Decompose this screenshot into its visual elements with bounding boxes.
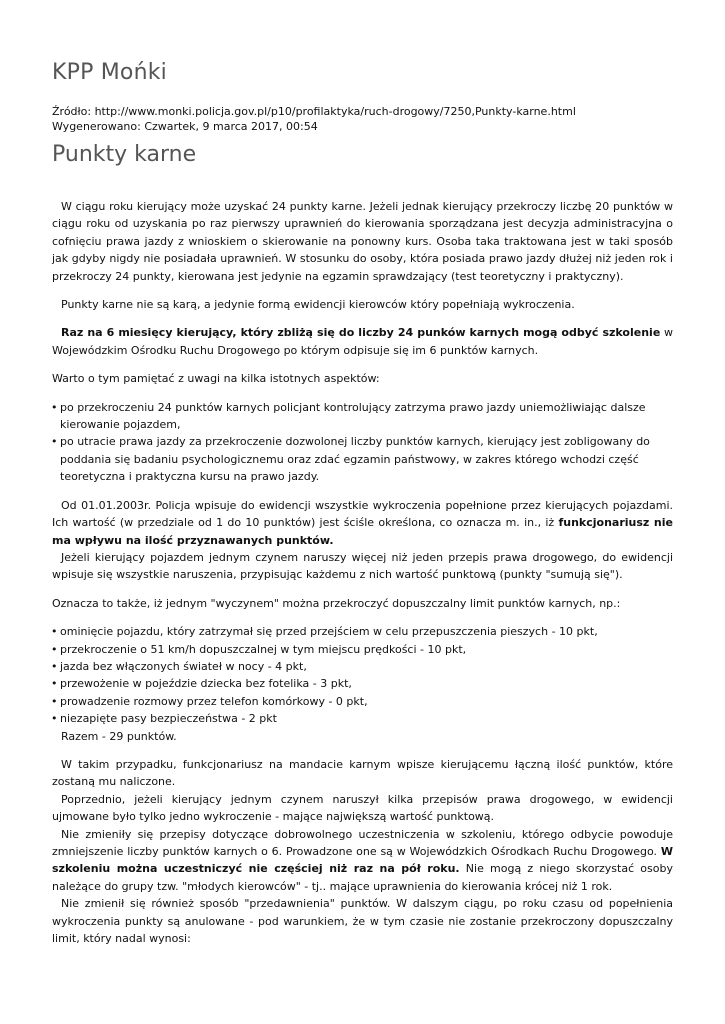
list-item: • niezapięte pasy bezpieczeństwa - 2 pkt <box>52 710 673 727</box>
list-item: • po przekroczeniu 24 punktów karnych policjant kontrolujący zatrzyma prawo jazdy uniemożliwiając dalsze kierowanie pojazdem, <box>52 399 673 434</box>
paragraph-5 <box>52 497 673 549</box>
paragraph-10 <box>52 826 673 896</box>
paragraph-3 <box>52 324 673 359</box>
list-item: • jazda bez włączonych świateł w nocy - 4 pkt, <box>52 658 673 675</box>
generated-line: Wygenerowano: Czwartek, 9 marca 2017, 00:54 <box>52 120 318 133</box>
violations-list <box>52 623 673 745</box>
paragraph-5-text: Od 01.01.2003r. Policja wpisuje do ewidencji wszystkie wykroczenia popełnione przez kierujących pojazdami. Ich wartość (w przedziale od 1 do 10 punktów) jest ściśle określona, co oznacza m. in., iż <box>52 498 673 530</box>
paragraph-6: Jeżeli kierujący pojazdem jednym czynem naruszy więcej niż jeden przepis prawa drogowego, do ewidencji wpisuje się wszystkie naruszenia, przypisując każdemu z nich wartość punktową (punkty "sumują się"). <box>52 550 673 582</box>
paragraph-4: Warto o tym pamiętać z uwagi na kilka istotnych aspektów: <box>52 372 380 386</box>
source-line: Źródło: http://www.monki.policja.gov.pl/p10/profilaktyka/ruch-drogowy/7250,Punkty-karne.html <box>52 105 576 118</box>
site-title: KPP Mońki <box>52 60 167 85</box>
paragraph-8: W takim przypadku, funkcjonariusz na mandacie karnym wpisze kierującemu łączną ilość punktów, które zostaną mu naliczone. <box>52 757 673 789</box>
paragraph-11: Nie zmienił się również sposób "przedawnienia" punktów. W dalszym ciągu, po roku czasu od popełnienia wykroczenia punkty są anulowane - pod warunkiem, że w tym czasie nie zostanie przekroczony dopuszczalny limit, który nadal wynosi: <box>52 897 673 946</box>
total-line: Razem - 29 punktów. <box>61 729 177 743</box>
list-item: • po utracie prawa jazdy za przekroczenie dozwolonej liczby punktów karnych, kierujący jest zobligowany do poddania się badaniu psychologicznemu oraz zdać egzamin państwowy, w zakres którego wchodzi część teoretyczna i praktyczna kursu na prawo jazdy. <box>52 433 673 485</box>
list-item: • ominięcie pojazdu, który zatrzymał się przed przejściem w celu przepuszczenia pieszych - 10 pkt, <box>52 623 673 640</box>
paragraph-3-bold: Raz na 6 miesięcy kierujący, który zbliżą się do liczby 24 punków karnych mogą odbyć szkolenie <box>61 326 661 340</box>
document-meta <box>52 104 576 134</box>
paragraph-10-b: Nie mogą z niego skorzystać osoby należące do grupy tzw. "młodych kierowców" - tj.. mające uprawnienia do kierowania krócej niż 1 rok. <box>52 862 673 893</box>
article-body <box>52 198 673 958</box>
list-item: • przekroczenie o 51 km/h dopuszczalnej w tym miejscu prędkości - 10 pkt, <box>52 641 673 658</box>
paragraph-3-rest: w Wojewódzkim Ośrodku Ruchu Drogowego po którym odpisuje się im 6 punktów karnych. <box>52 326 673 357</box>
aspects-list <box>52 399 673 486</box>
paragraph-5-bold: funkcjonariusz nie ma wpływu na ilość przyznawanych punktów. <box>52 516 673 547</box>
list-item: • prowadzenie rozmowy przez telefon komórkowy - 0 pkt, <box>52 693 673 710</box>
paragraph-2: Punkty karne nie są karą, a jedynie formą ewidencji kierowców który popełniają wykroczenia. <box>61 298 575 312</box>
paragraph-7: Oznacza to także, iż jednym "wyczynem" można przekroczyć dopuszczalny limit punktów karnych, np.: <box>52 596 621 610</box>
paragraph-10-bold: W szkoleniu można uczestniczyć nie częściej niż raz na pół roku. <box>52 845 673 876</box>
page-title: Punkty karne <box>52 142 197 167</box>
paragraph-10-a: Nie zmieniły się przepisy dotyczące dobrowolnego uczestniczenia w szkoleniu, którego odbycie powoduje zmniejszenie liczby punktów karnych o 6. Prowadzone one są w Wojewódzkich Ośrodkach Ruchu Drogowego. <box>52 827 673 858</box>
list-item: • przewożenie w pojeździe dziecka bez fotelika - 3 pkt, <box>52 675 673 692</box>
paragraph-9: Poprzednio, jeżeli kierujący jednym czynem naruszył kilka przepisów prawa drogowego, w ewidencji ujmowane było tylko jedno wykroczenie - mające największą wartość punktową. <box>52 792 673 824</box>
paragraph-1: W ciągu roku kierujący może uzyskać 24 punkty karne. Jeżeli jednak kierujący przekroczy liczbę 20 punktów w ciągu roku od uzyskania po raz pierwszy uprawnień do kierowania sporządzana jest decyzja administracyjna o cofnięciu prawa jazdy z wnioskiem o skierowanie na ponowny kurs. Osoba taka traktowana jest w taki sposób jak gdyby nigdy nie posiadała uprawnień. W stosunku do osoby, która posiada prawo jazdy dłużej niż jeden rok i przekroczy 24 punkty, kierowana jest jedynie na egzamin sprawdzający (test teoretyczny i praktyczny). <box>52 200 673 283</box>
